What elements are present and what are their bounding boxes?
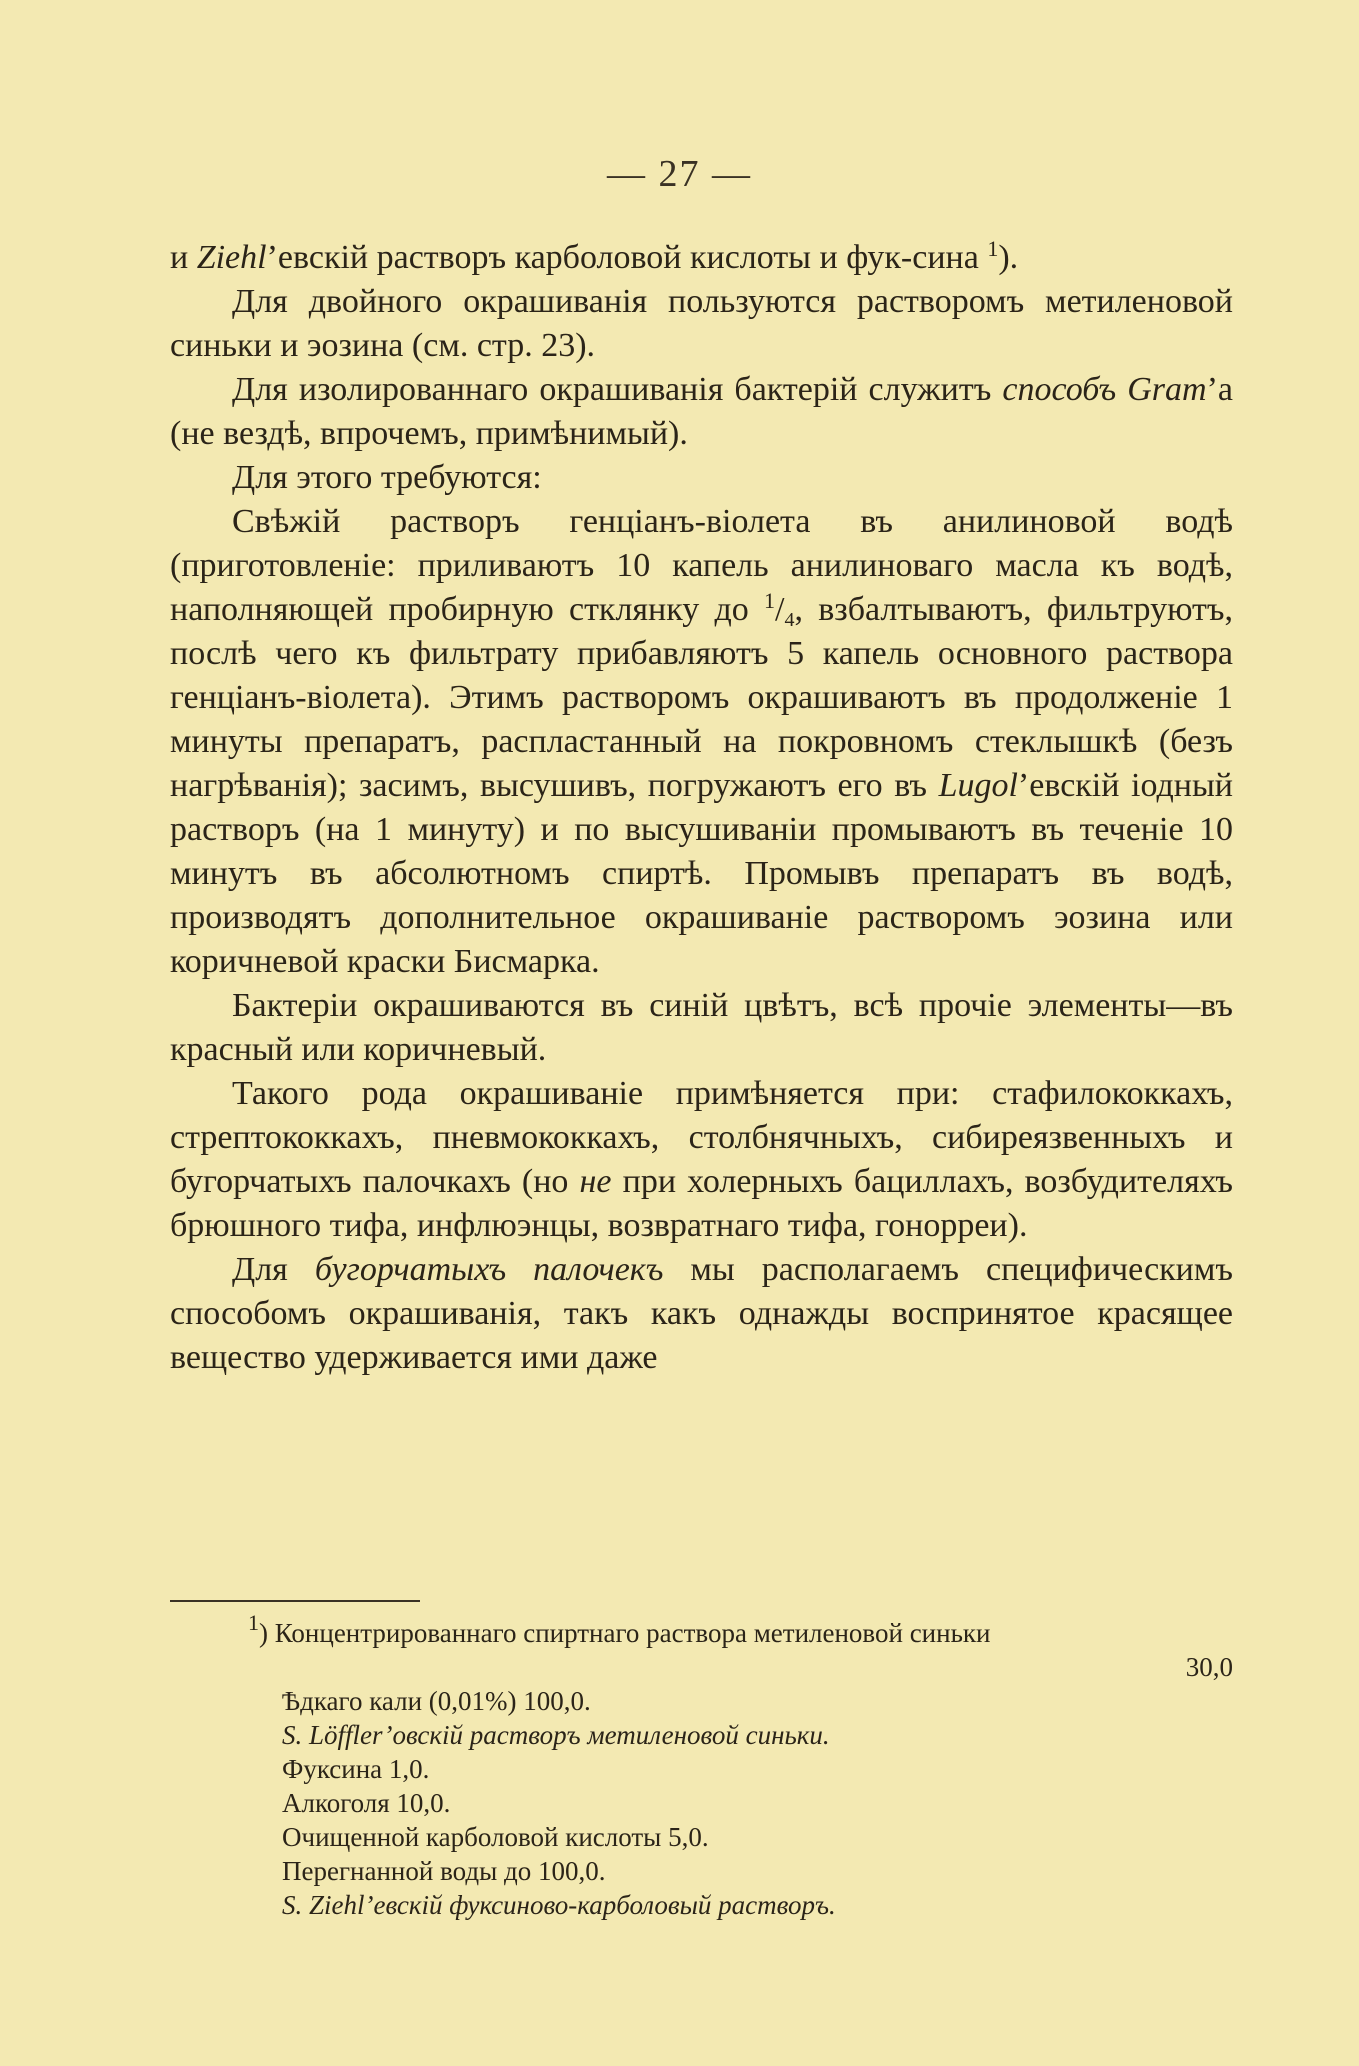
footnotes — [170, 1610, 1233, 1922]
footnote-amount: 30,0 — [1185, 1652, 1233, 1682]
paragraph-1: и Ziehl’евскій растворъ карболовой кислоты и фук-сина $^1$). — [170, 236, 1019, 276]
paragraph-4: Для этого требуются: — [232, 459, 542, 496]
page-number: — 27 — — [607, 153, 752, 195]
footnote-line: Алкоголя 10,0. — [282, 1788, 451, 1818]
paragraph-6: Бактеріи окрашиваются въ синій цвѣтъ, всѣ прочіе элементы—въ красный или коричневый. — [170, 987, 1233, 1068]
footnote-line: Очищенной карболовой кислоты 5,0. — [282, 1822, 709, 1852]
paragraph-8: Для бугорчатыхъ палочекъ мы располагаемъ специфическимъ способомъ окрашиванія, такъ какъ однажды воспринятое красящее вещество удерживается ими даже — [170, 1251, 1233, 1376]
paragraph-7: Такого рода окрашиваніе примѣняется при: стафилококкахъ, стрептококкахъ, пневмококкахъ, столбнячныхъ, сибиреязвенныхъ и бугорчатыхъ палочкахъ (но не при холерныхъ бациллахъ, возбудителяхъ брюшного тифа, инфлюэнцы, возвратнаго тифа, гонорреи). — [170, 1075, 1233, 1244]
footnote-main: $^1$) Концентрированнаго спиртнаго раствора метиленовой синьки — [248, 1610, 991, 1648]
footnote-divider — [170, 1600, 420, 1602]
paragraph-3: Для изолированнаго окрашиванія бактерій служитъ способъ Gram’а (не вездѣ, впрочемъ, примѣнимый). — [170, 371, 1233, 452]
paragraph-5: Свѣжій растворъ генціанъ-віолета въ анилиновой водѣ (приготовленіе: приливаютъ 10 капель анилиноваго масла къ водѣ, наполняющей пробирную стклянку до $^1/_4$, взбалтываютъ, фильтруютъ, послѣ чего къ фильтрату прибавляютъ 5 капель основного раствора генціанъ-віолета). Этимъ растворомъ окрашиваютъ въ продолженіе 1 минуты препаратъ, распластанный на покровномъ стеклышкѣ (безъ нагрѣванія); засимъ, высушивъ, погружаютъ его въ Lugol’евскій іодный растворъ (на 1 минуту) и по высушиваніи промываютъ въ теченіе 10 минутъ въ абсолютномъ спиртѣ. Промывъ препаратъ въ водѣ, производятъ дополнительное окрашиваніе растворомъ эозина или коричневой краски Бисмарка. — [170, 503, 1233, 980]
footnote-ref: 1 — [987, 236, 999, 261]
footnote-line: S. Ziehl’евскій фуксиново-карболовый растворъ. — [282, 1890, 836, 1920]
footnote-line: Перегнанной воды до 100,0. — [282, 1856, 606, 1886]
footnote-line: Фуксина 1,0. — [282, 1754, 430, 1784]
footnote-line: S. Löffler’овскій растворъ метиленовой синьки. — [282, 1720, 830, 1750]
footnote-line: Ѣдкаго кали (0,01%) 100,0. — [282, 1686, 591, 1716]
paragraph-2: Для двойного окрашиванія пользуются растворомъ метиленовой синьки и эозина (см. стр. 23). — [170, 283, 1233, 364]
body-text — [170, 236, 1233, 1380]
